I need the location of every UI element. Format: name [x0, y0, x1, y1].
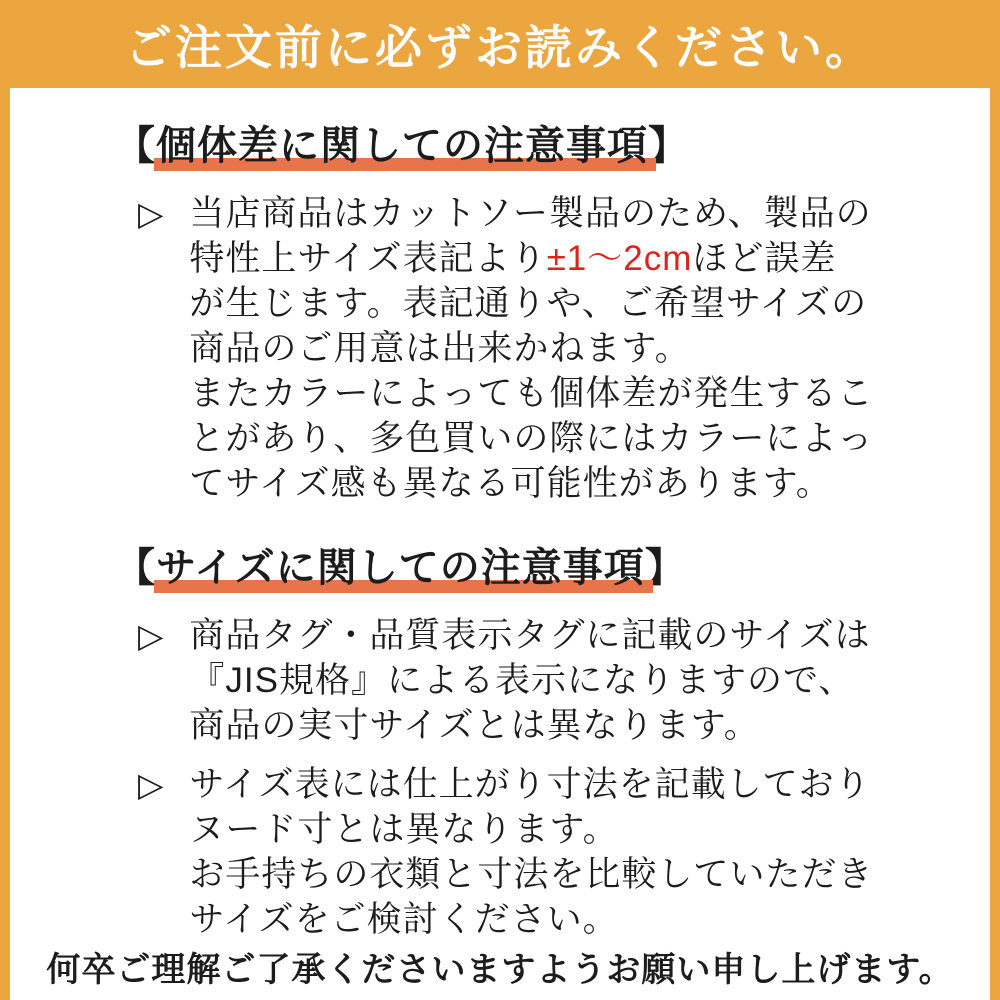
- text-segment: ほど誤差: [692, 239, 837, 278]
- heading-bracket-close: 】: [644, 546, 686, 590]
- bottom-message: [10, 942, 990, 991]
- text-line: サイズ表には仕上がり寸法を記載しており: [189, 765, 871, 804]
- text-line: 商品の実寸サイズとは異なります。: [189, 706, 760, 745]
- text-line: [189, 236, 873, 281]
- top-banner-text: ご注文前に必ずお読みください。: [125, 20, 875, 74]
- text-line: 商品タグ・品質表示タグに記載のサイズは: [189, 616, 871, 655]
- text-line: とがあり、多色買いの際にはカラーによっ: [189, 419, 874, 458]
- heading-bracket-close: 】: [648, 124, 689, 168]
- top-banner: [0, 0, 1000, 88]
- text-line: が生じます。表記通りや、ご希望サイズの: [189, 284, 868, 323]
- text-segment: 特性上サイズ表記より: [189, 239, 547, 278]
- triangle-bullet-icon: ▷: [138, 617, 164, 654]
- notice-item-text: [189, 762, 873, 942]
- triangle-bullet-icon: ▷: [138, 195, 164, 232]
- emphasis-red-text: ±1〜2cm: [546, 239, 693, 278]
- text-line: サイズをご検討ください。: [189, 900, 619, 939]
- text-line: またカラーによっても個体差が発生するこ: [189, 374, 874, 413]
- heading-label: サイズに関しての注意事項: [156, 536, 645, 593]
- text-line: 当店商品はカットソー製品のため、製品の: [189, 194, 872, 233]
- heading-label: 個体差に関しての注意事項: [156, 114, 648, 171]
- notice-item-tag-size: [138, 613, 990, 748]
- notice-item-size-chart: [138, 762, 990, 942]
- notice-item-text: [189, 191, 873, 506]
- triangle-bullet-icon: ▷: [138, 766, 164, 803]
- section-heading-individual-difference: [115, 114, 990, 171]
- bottom-message-text: 何卒ご理解ご了承くださいますようお願い申し上げます。: [46, 951, 954, 989]
- heading-bracket-open: 【: [115, 546, 156, 590]
- heading-bracket-open: 【: [115, 124, 156, 168]
- text-line: お手持ちの衣類と寸法を比較していただき: [189, 855, 874, 894]
- notice-item-text: [189, 613, 870, 748]
- text-line: 商品のご用意は出来かねます。: [189, 329, 691, 368]
- notice-content: [10, 88, 990, 1000]
- text-line: てサイズ感も異なる可能性があります。: [189, 464, 832, 503]
- text-line: ヌード寸とは異なります。: [189, 810, 619, 849]
- text-line: 『JIS規格』による表示になりますので、: [189, 661, 855, 700]
- notice-item-individual-difference: [138, 191, 990, 506]
- section-heading-size: [115, 536, 990, 593]
